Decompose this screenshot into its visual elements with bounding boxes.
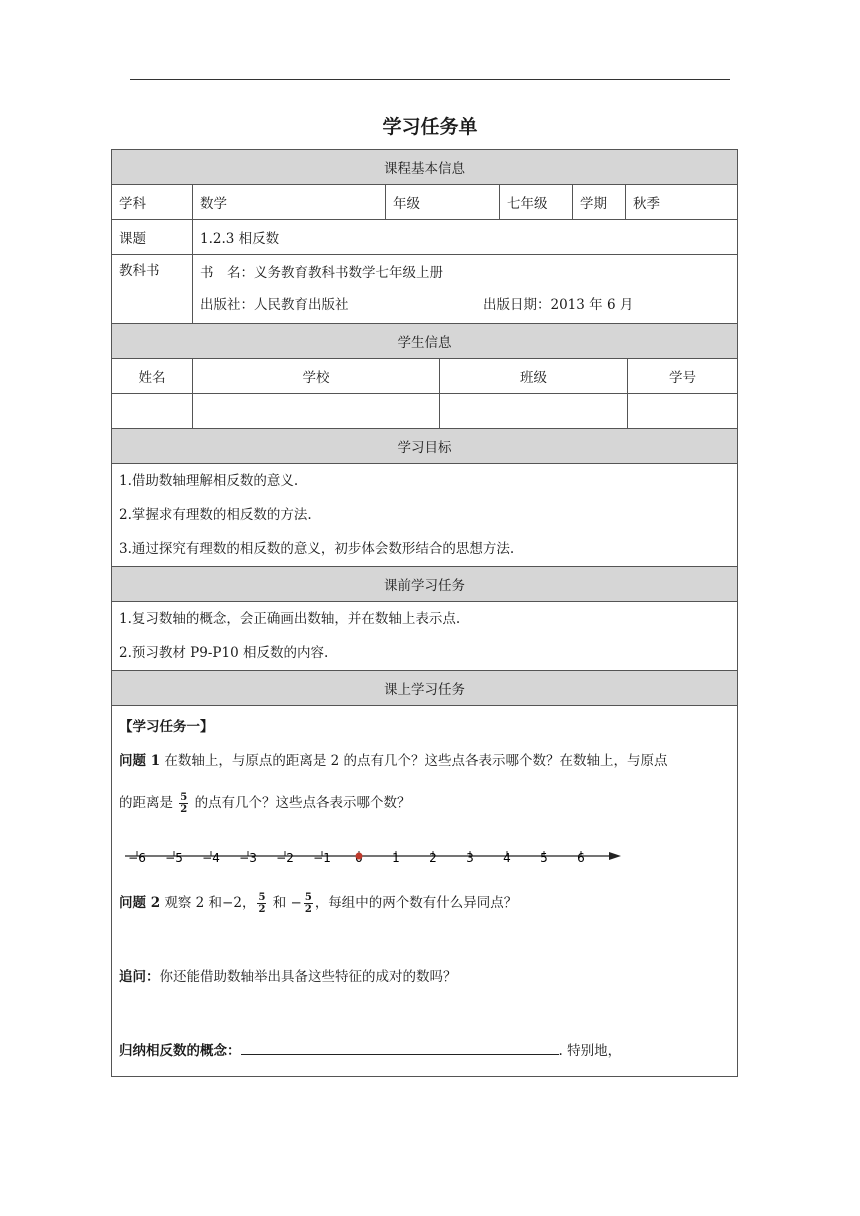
topic-value: 1.2.3 相反数 <box>193 220 738 255</box>
origin-point <box>356 853 363 860</box>
class-tasks-header-row <box>112 671 738 706</box>
col-id: 学号 <box>628 359 738 394</box>
number-line-tick-label: −3 <box>239 851 257 865</box>
grade-label: 年级 <box>386 185 500 220</box>
q1-text-c: 的点有几个？这些点各表示哪个数？ <box>194 795 411 811</box>
number-line-tick-label: 1 <box>392 851 400 865</box>
subject-label: 学科 <box>112 185 193 220</box>
fraction-5-2: $\frac{5}{2}$ <box>304 892 312 915</box>
subject-row <box>112 185 738 220</box>
topic-label: 课题 <box>112 220 193 255</box>
student-columns-row <box>112 359 738 394</box>
q2-text-c: ，每组中的两个数有什么异同点？ <box>314 895 518 911</box>
id-cell[interactable] <box>628 394 738 429</box>
summary-label: 归纳相反数的概念： <box>119 1043 241 1059</box>
textbook-info <box>193 255 738 328</box>
q1-text-a: 在数轴上，与原点的距离是 2 的点有几个？这些点各表示哪个数？在数轴上，与原点 <box>160 753 668 769</box>
number-line-arrow <box>609 852 621 860</box>
question-1-line-2 <box>119 786 730 820</box>
number-line <box>125 842 625 882</box>
goals-row <box>112 464 738 567</box>
goals-header: 学习目标 <box>112 429 738 464</box>
topic-row <box>112 220 738 255</box>
followup-label: 追问： <box>119 969 160 985</box>
publisher: 出版社：人民教育出版社 <box>200 297 349 313</box>
goal-item: 1.借助数轴理解相反数的意义. <box>119 473 299 489</box>
goal-item: 2.掌握求有理数的相反数的方法. <box>119 507 312 523</box>
q1-text-b: 的距离是 <box>119 795 173 811</box>
term-label: 学期 <box>573 185 626 220</box>
pre-tasks-header-row <box>112 567 738 602</box>
col-school: 学校 <box>193 359 440 394</box>
document-title: 学习任务单 <box>382 116 478 138</box>
class-tasks-header: 课上学习任务 <box>112 671 738 706</box>
publisher-line <box>200 289 730 321</box>
textbook-row <box>112 255 738 328</box>
student-info-header: 学生信息 <box>112 324 738 359</box>
fraction-5-2: $\frac{5}{2}$ <box>180 792 188 815</box>
goals-cell <box>112 464 738 567</box>
pre-tasks-header: 课前学习任务 <box>112 567 738 602</box>
number-line-tick-label: −5 <box>165 851 183 865</box>
number-line-tick-label: −1 <box>313 851 331 865</box>
textbook-label: 教科书 <box>112 255 193 328</box>
term-value: 秋季 <box>626 185 738 220</box>
number-line-tick-label: 3 <box>466 851 474 865</box>
col-class: 班级 <box>440 359 628 394</box>
number-line-tick-label: 5 <box>540 851 548 865</box>
class-tasks-row <box>112 706 738 1077</box>
pub-date: 出版日期：2013 年 6 月 <box>483 297 634 313</box>
summary-line <box>119 1034 730 1068</box>
q1-label: 问题 1 <box>119 753 161 769</box>
subject-value: 数学 <box>193 185 386 220</box>
name-cell[interactable] <box>112 394 193 429</box>
pre-tasks-cell <box>112 602 738 671</box>
number-line-tick-label: −2 <box>276 851 294 865</box>
followup-line <box>119 960 730 994</box>
grade-value: 七年级 <box>500 185 573 220</box>
pre-tasks-row <box>112 602 738 671</box>
q2-text-b: 和 <box>268 895 291 911</box>
number-line-tick-label: 6 <box>577 851 585 865</box>
class-cell[interactable] <box>440 394 628 429</box>
summary-tail: . 特别地， <box>558 1043 622 1059</box>
number-line-tick-label: 4 <box>503 851 511 865</box>
q2-text-a: 观察 2 和−2， <box>160 895 256 911</box>
fraction-5-2: $\frac{5}{2}$ <box>258 892 266 915</box>
question-1-line-1 <box>119 744 730 778</box>
pre-task-item: 1.复习数轴的概念，会正确画出数轴，并在数轴上表示点. <box>119 611 461 627</box>
followup-text: 你还能借助数轴举出具备这些特征的成对的数吗？ <box>159 969 457 985</box>
school-cell[interactable] <box>193 394 440 429</box>
class-tasks-cell <box>112 706 738 1077</box>
number-line-tick-label: 2 <box>429 851 437 865</box>
header-rule <box>130 79 730 80</box>
number-line-tick-label: −6 <box>128 851 146 865</box>
task1-title: 【学习任务一】 <box>119 719 214 735</box>
student-input-row <box>112 394 738 429</box>
col-name: 姓名 <box>112 359 193 394</box>
course-info-header-row <box>112 150 738 185</box>
negative-sign: − <box>290 895 302 911</box>
pre-task-item: 2.预习教材 P9-P10 相反数的内容. <box>119 645 329 661</box>
summary-blank[interactable] <box>241 1040 559 1055</box>
goal-item: 3.通过探究有理数的相反数的意义，初步体会数形结合的思想方法. <box>119 541 515 557</box>
student-info-header-row <box>112 324 738 359</box>
student-and-tasks-table <box>111 323 738 1077</box>
goals-header-row <box>112 429 738 464</box>
number-line-tick-label: −4 <box>202 851 220 865</box>
question-2-line <box>119 886 730 920</box>
course-info-header: 课程基本信息 <box>112 150 738 185</box>
task-sheet-table <box>111 149 738 328</box>
q2-label: 问题 2 <box>119 895 161 911</box>
book-name: 书 名：义务教育教科书数学七年级上册 <box>200 265 443 281</box>
